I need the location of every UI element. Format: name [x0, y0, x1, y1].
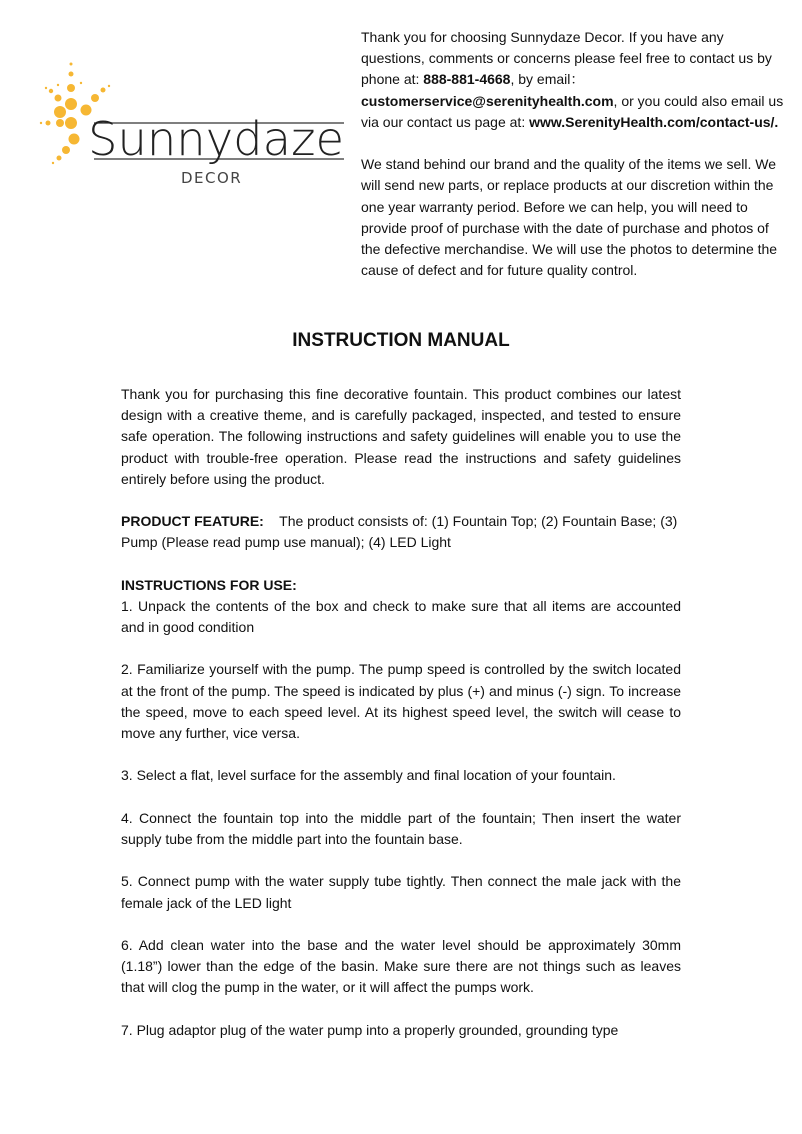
text-line: 5. Connect pump with the water supply tube tightly. Then connect the male jack with the — [121, 873, 681, 890]
text-line: design with a creative theme, and is carefully packaged, inspected, and tested to ensure — [121, 407, 681, 424]
text-line: (1.18”) lower than the edge of the basin. Make sure there are not things such as leaves — [121, 958, 681, 975]
text-line — [361, 112, 791, 133]
bold-text: PRODUCT FEATURE: — [121, 513, 264, 530]
text-span: , by email： — [510, 71, 585, 88]
text-line: provide proof of purchase with the date of purchase and photos of — [361, 219, 769, 236]
text-line: Pump (Please read pump use manual); (4) LED Light — [121, 534, 451, 551]
text-line: move any further, vice versa. — [121, 725, 300, 741]
paragraph-gap — [121, 998, 681, 1019]
bold-text: 888-881-4668 — [423, 71, 511, 88]
text-line — [361, 91, 791, 112]
text-line: will send new parts, or replace products at our discretion within the — [361, 177, 774, 194]
bold-text: www.SerenityHealth.com/contact-us/. — [529, 113, 779, 130]
text-line: Thank you for choosing Sunnydaze Decor. If you have any — [361, 29, 724, 45]
manual-body — [121, 384, 681, 1041]
bold-text: customerservice@serenityhealth.com — [361, 92, 614, 109]
text-line: 7. Plug adaptor plug of the water pump into a properly grounded, grounding type — [121, 1021, 619, 1038]
paragraph-gap — [121, 490, 681, 511]
text-line — [121, 511, 681, 532]
paragraph-gap — [121, 744, 681, 765]
page-title: INSTRUCTION MANUAL — [292, 330, 510, 351]
text-line — [121, 575, 681, 596]
text-line: that will clog the pump in the water, or it will affect the pumps work. — [121, 979, 534, 996]
text-line: 2. Familiarize yourself with the pump. The pump speed is controlled by the switch located — [121, 661, 681, 678]
text-span: The product consists of: (1) Fountain Top; (2) Fountain Base; (3) — [263, 513, 678, 530]
text-line: female jack of the LED light — [121, 894, 292, 911]
text-span: phone at: — [361, 71, 424, 88]
text-span: via our contact us page at: — [361, 113, 530, 130]
sunnydaze-decor-logo — [38, 60, 348, 190]
text-line: safe operation. The following instructions and safety guidelines will enable you to use the — [121, 428, 681, 445]
text-line — [361, 133, 791, 154]
bold-text: INSTRUCTIONS FOR USE: — [121, 576, 297, 593]
text-line: cause of defect and for future quality control. — [361, 262, 638, 279]
text-line: one year warranty period. Before we can help, you will need to — [361, 198, 748, 215]
contact-info — [361, 27, 791, 281]
text-line: supply tube from the middle part into the fountain base. — [121, 830, 463, 847]
text-line: at the front of the pump. The speed is indicated by plus (+) and minus (-) sign. To increase — [121, 682, 681, 699]
paragraph-gap — [121, 914, 681, 935]
text-line: 1. Unpack the contents of the box and check to make sure that all items are accounted — [121, 597, 681, 614]
paragraph-gap — [121, 554, 681, 575]
text-line: 6. Add clean water into the base and the water level should be approximately 30mm — [121, 936, 681, 953]
text-span: , or you could also email us — [613, 92, 784, 109]
text-line: questions, comments or concerns please feel free to contact us by — [361, 50, 772, 67]
text-line: the speed, move to each speed level. At its highest speed level, the switch will cease to — [121, 703, 681, 720]
text-line: and in good condition — [121, 619, 255, 636]
text-line: the defective merchandise. We will use the photos to determine the — [361, 240, 778, 257]
paragraph-gap — [121, 638, 681, 659]
text-line: 4. Connect the fountain top into the middle part of the fountain; Then insert the water — [121, 809, 681, 826]
svg-text:Sunnydaze: Sunnydaze — [88, 112, 344, 166]
text-line: We stand behind our brand and the quality of the items we sell. We — [361, 156, 777, 173]
paragraph-gap — [121, 850, 681, 871]
text-line — [361, 69, 791, 90]
text-line: 3. Select a flat, level surface for the assembly and final location of your fountain. — [121, 767, 616, 784]
text-line: entirely before using the product. — [121, 470, 325, 487]
text-line: Thank you for purchasing this fine decorative fountain. This product combines our latest — [121, 386, 681, 402]
paragraph-gap — [121, 787, 681, 808]
svg-text:DECOR: DECOR — [181, 169, 243, 185]
text-line: product with trouble-free operation. Please read the instructions and safety guidelines — [121, 449, 681, 466]
